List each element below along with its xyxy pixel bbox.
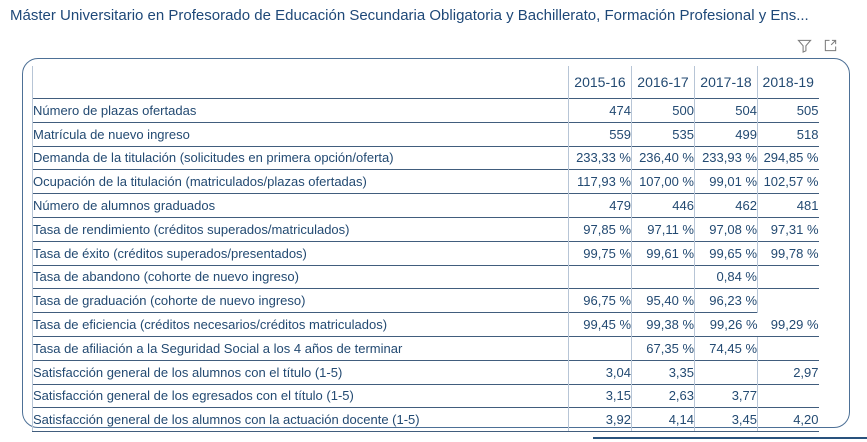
value-cell[interactable]: [569, 265, 632, 289]
focus-mode-icon[interactable]: [823, 38, 838, 53]
value-cell[interactable]: 96,23 %: [695, 289, 758, 313]
value-cell[interactable]: [758, 336, 819, 360]
table-row: [33, 146, 819, 170]
value-cell[interactable]: 4,14: [632, 408, 695, 432]
table-row: [33, 217, 819, 241]
row-label-cell[interactable]: Tasa de éxito (créditos superados/presentados): [33, 241, 569, 265]
value-cell[interactable]: 117,93 %: [569, 170, 632, 194]
table-row: [33, 194, 819, 218]
value-cell[interactable]: 99,61 %: [632, 241, 695, 265]
value-cell[interactable]: 2,97: [758, 360, 819, 384]
year-header-cell[interactable]: 2018-19: [758, 66, 819, 99]
value-cell[interactable]: 474: [569, 99, 632, 123]
row-label-cell[interactable]: Demanda de la titulación (solicitudes en primera opción/oferta): [33, 146, 569, 170]
row-label-cell[interactable]: Satisfacción general de los alumnos con la actuación docente (1-5): [33, 408, 569, 432]
table-row: [33, 265, 819, 289]
value-cell[interactable]: 559: [569, 122, 632, 146]
table-row: [33, 336, 819, 360]
value-cell[interactable]: 0,84 %: [695, 265, 758, 289]
value-cell[interactable]: 99,29 %: [770, 316, 819, 332]
value-cell[interactable]: 74,45 %: [695, 336, 758, 360]
value-cell[interactable]: [758, 289, 819, 313]
value-cell[interactable]: 95,40 %: [632, 289, 695, 313]
table-row: [33, 360, 819, 384]
year-header-cell[interactable]: 2017-18: [695, 66, 758, 99]
table-row: [33, 99, 819, 123]
value-cell[interactable]: 500: [632, 99, 695, 123]
row-label-cell[interactable]: Número de alumnos graduados: [33, 194, 569, 218]
value-cell[interactable]: 504: [695, 99, 758, 123]
value-cell[interactable]: 3,92: [569, 408, 632, 432]
row-label-cell[interactable]: Matrícula de nuevo ingreso: [33, 122, 569, 146]
value-cell[interactable]: 505: [758, 99, 819, 123]
value-cell[interactable]: [695, 360, 758, 384]
value-cell[interactable]: 99,26 %: [695, 313, 758, 337]
row-label-cell[interactable]: Tasa de afiliación a la Seguridad Social a los 4 años de terminar: [33, 336, 569, 360]
table-row: [33, 289, 819, 313]
table-row: [33, 408, 819, 432]
header-row: [33, 66, 819, 99]
value-cell[interactable]: 102,57 %: [758, 170, 819, 194]
year-header-cell[interactable]: 2016-17: [632, 66, 695, 99]
value-cell[interactable]: [632, 265, 695, 289]
row-label-cell[interactable]: Número de plazas ofertadas: [33, 99, 569, 123]
row-label-cell[interactable]: Ocupación de la titulación (matriculados/plazas ofertadas): [33, 170, 569, 194]
value-cell[interactable]: 99,78 %: [758, 241, 819, 265]
value-cell[interactable]: 99,65 %: [695, 241, 758, 265]
value-cell[interactable]: 479: [569, 194, 632, 218]
value-cell[interactable]: 96,75 %: [569, 289, 632, 313]
value-cell[interactable]: [758, 265, 819, 289]
table-row: [33, 313, 819, 337]
value-cell[interactable]: 67,35 %: [632, 336, 695, 360]
value-cell[interactable]: 462: [695, 194, 758, 218]
row-label-cell[interactable]: Tasa de rendimiento (créditos superados/matriculados): [33, 217, 569, 241]
table-visual-card: [22, 58, 850, 428]
value-cell[interactable]: 294,85 %: [758, 146, 819, 170]
value-cell[interactable]: 3,04: [569, 360, 632, 384]
value-cell[interactable]: 3,45: [695, 408, 758, 432]
year-header-cell[interactable]: 2015-16: [569, 66, 632, 99]
table-row: [33, 122, 819, 146]
value-cell[interactable]: 446: [632, 194, 695, 218]
value-cell[interactable]: 481: [758, 194, 819, 218]
visual-title: Máster Universitario en Profesorado de Educación Secundaria Obligatoria y Bachillerato, Formación Profesional y Ens...: [10, 7, 809, 24]
value-cell[interactable]: 236,40 %: [632, 146, 695, 170]
table-row: [33, 241, 819, 265]
table-body: [33, 99, 819, 432]
value-cell[interactable]: 99,01 %: [695, 170, 758, 194]
value-cell[interactable]: 233,33 %: [569, 146, 632, 170]
table-row: [33, 170, 819, 194]
value-cell[interactable]: 97,11 %: [632, 217, 695, 241]
metrics-table: [32, 66, 819, 432]
value-cell[interactable]: 3,35: [632, 360, 695, 384]
filter-icon[interactable]: [797, 38, 812, 53]
visual-toolbar: [797, 38, 838, 53]
table-row: [33, 384, 819, 408]
value-cell[interactable]: 99,75 %: [569, 241, 632, 265]
value-cell[interactable]: [569, 336, 632, 360]
value-cell[interactable]: 97,08 %: [695, 217, 758, 241]
value-cell[interactable]: 518: [758, 122, 819, 146]
row-label-cell[interactable]: Tasa de graduación (cohorte de nuevo ingreso): [33, 289, 569, 313]
value-cell[interactable]: 535: [632, 122, 695, 146]
row-label-cell[interactable]: Tasa de eficiencia (créditos necesarios/créditos matriculados): [33, 313, 569, 337]
value-cell[interactable]: 99,45 %: [569, 313, 632, 337]
value-cell[interactable]: [758, 384, 819, 408]
value-cell[interactable]: 233,93 %: [695, 146, 758, 170]
row-label-cell[interactable]: Satisfacción general de los alumnos con el título (1-5): [33, 360, 569, 384]
value-cell[interactable]: 107,00 %: [632, 170, 695, 194]
corner-header-cell: [33, 66, 569, 99]
row-label-cell[interactable]: Satisfacción general de los egresados con el título (1-5): [33, 384, 569, 408]
value-cell[interactable]: 2,63: [632, 384, 695, 408]
value-cell[interactable]: 3,77: [695, 384, 758, 408]
value-cell[interactable]: 4,20: [758, 408, 819, 432]
value-cell[interactable]: 3,15: [569, 384, 632, 408]
row-label-cell[interactable]: Tasa de abandono (cohorte de nuevo ingreso): [33, 265, 569, 289]
value-cell[interactable]: 99,38 %: [632, 313, 695, 337]
value-cell[interactable]: 97,31 %: [758, 217, 819, 241]
value-cell[interactable]: 499: [695, 122, 758, 146]
value-cell[interactable]: 97,85 %: [569, 217, 632, 241]
adjacent-visual-edge: [593, 437, 867, 439]
